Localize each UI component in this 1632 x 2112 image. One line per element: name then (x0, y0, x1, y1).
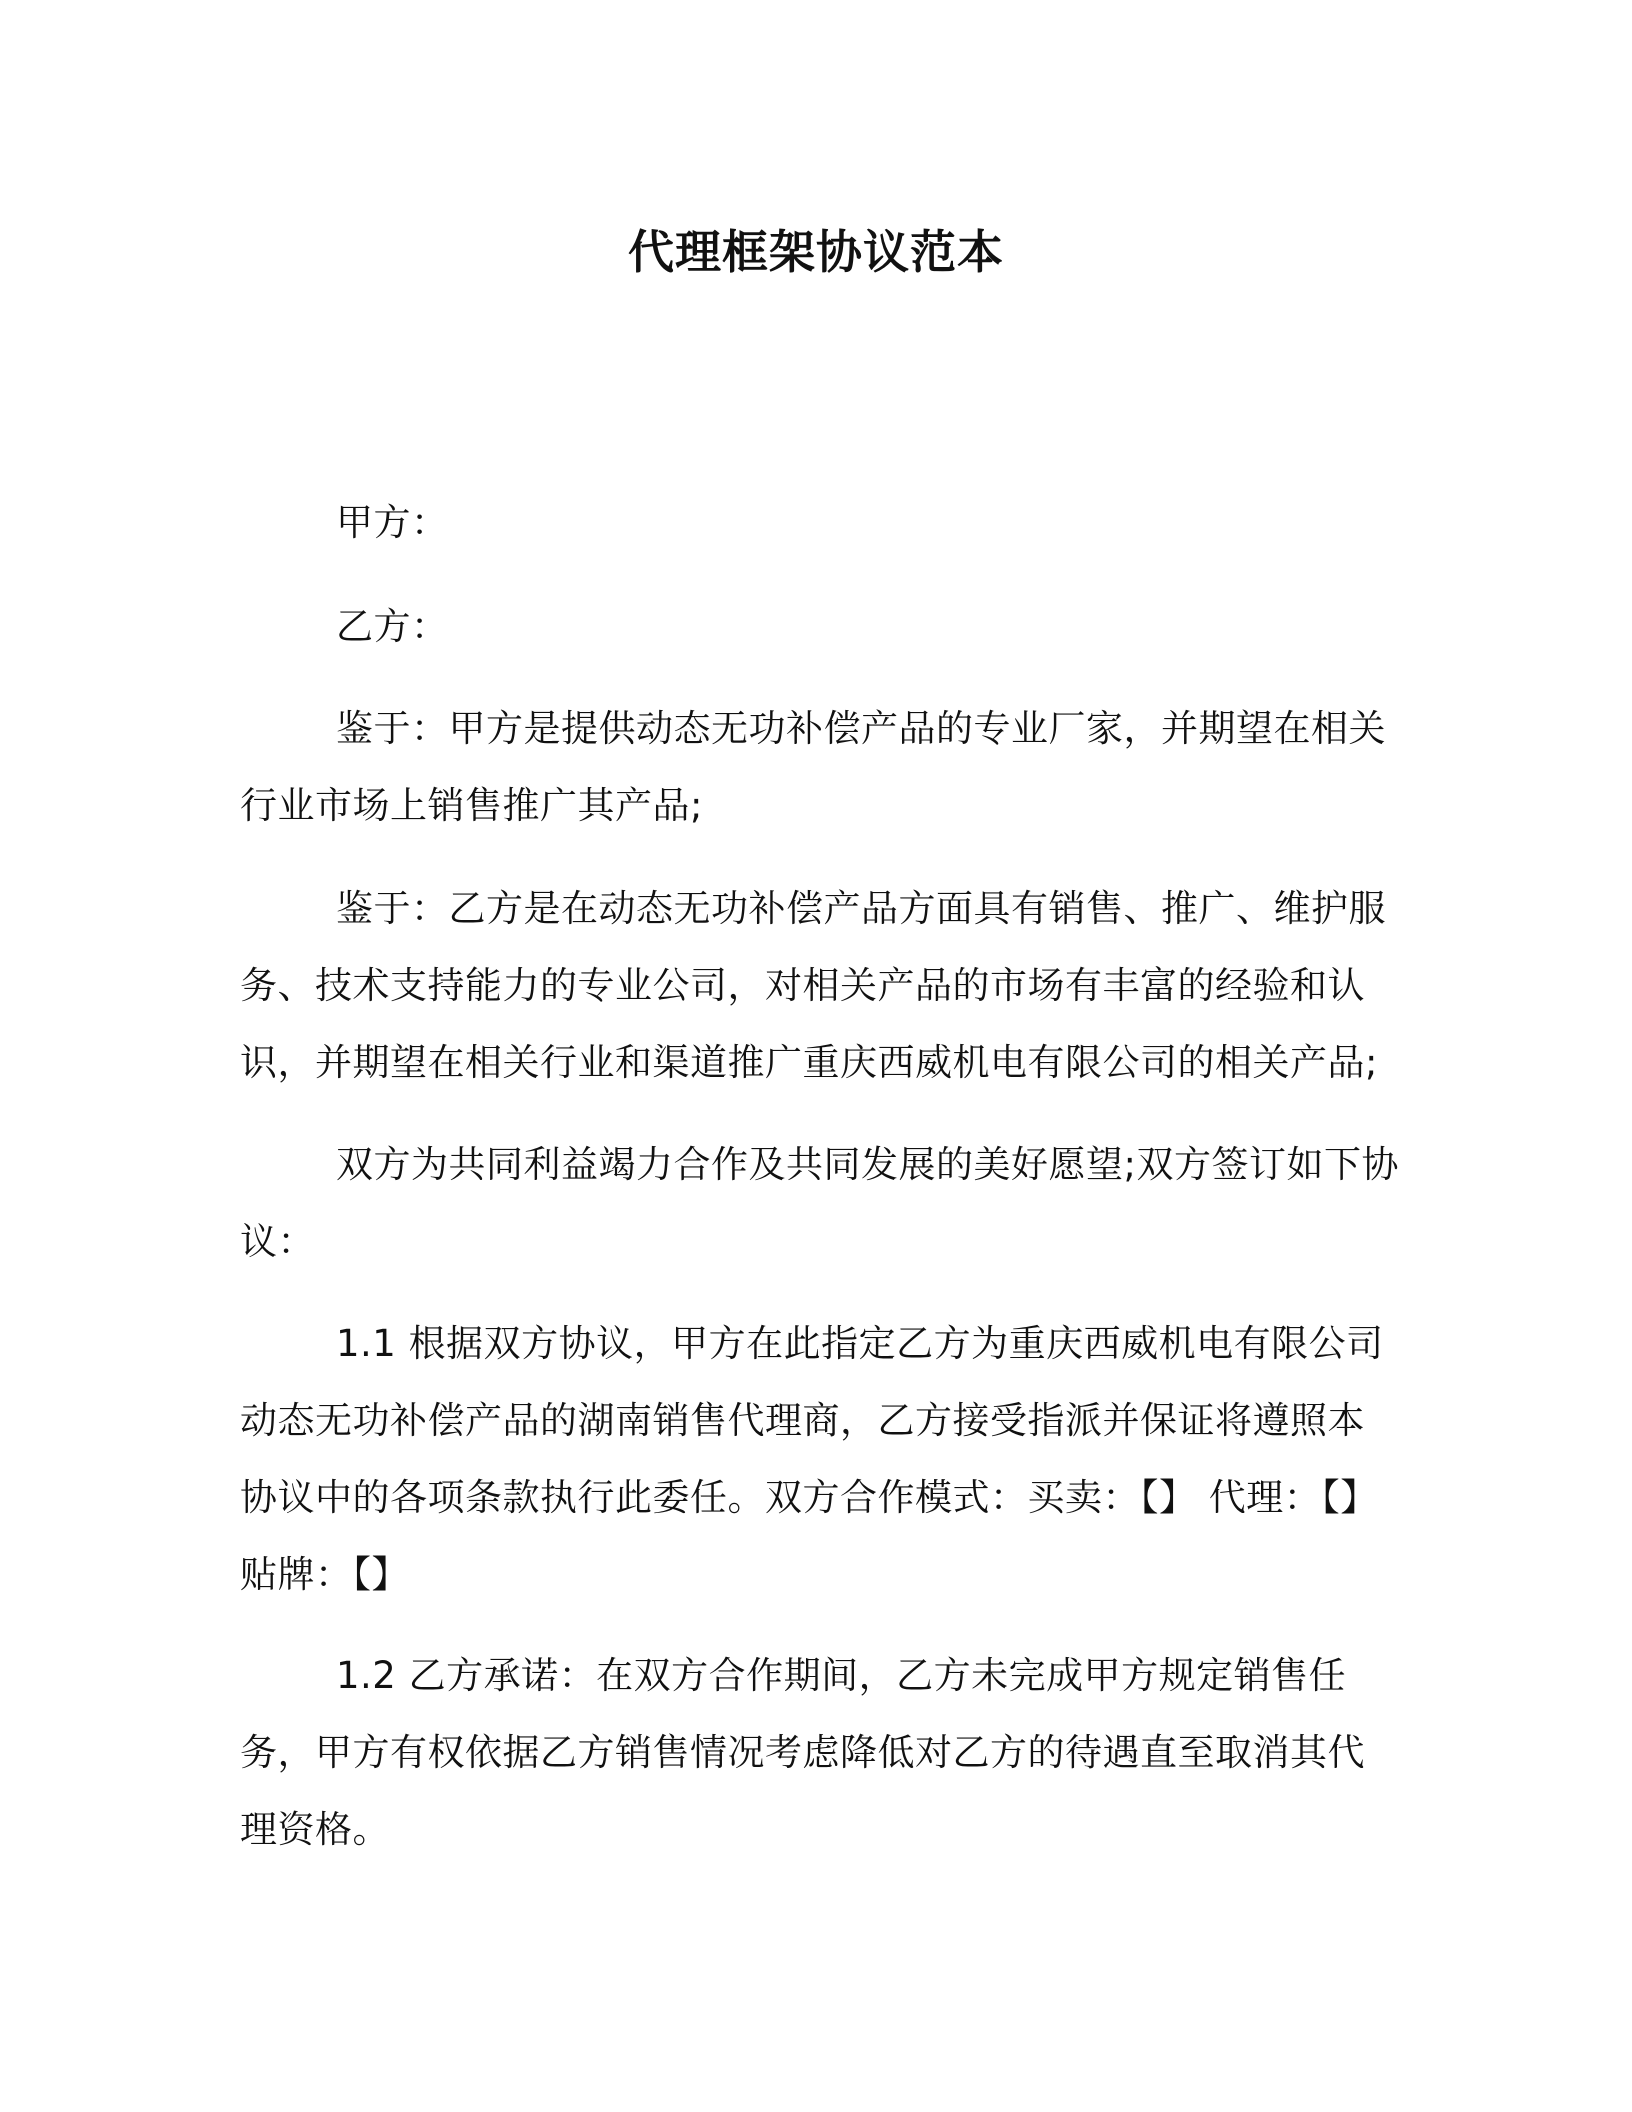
clause-1-1: 1.1 根据双方协议，甲方在此指定乙方为重庆西威机电有限公司动态无功补偿产品的湖南销售代理商，乙方接受指派并保证将遵照本协议中的各项条款执行此委任。双方合作模式：买卖：【】 代理：【】 贴牌：【】 (240, 1322, 1384, 1596)
document-title: 代理框架协议范本 (628, 225, 1004, 279)
party-a-line: 甲方： (336, 501, 449, 544)
whereas-paragraph-2: 鉴于：乙方是在动态无功补偿产品方面具有销售、推广、维护服务、技术支持能力的专业公司，对相关产品的市场有丰富的经验和认识，并期望在相关行业和渠道推广重庆西威机电有限公司的相关产品; (240, 887, 1386, 1084)
party-b-line: 乙方： (336, 605, 449, 648)
agreement-intro-paragraph: 双方为共同利益竭力合作及共同发展的美好愿望;双方签订如下协议： (240, 1143, 1399, 1263)
whereas-paragraph-1: 鉴于：甲方是提供动态无功补偿产品的专业厂家，并期望在相关行业市场上销售推广其产品; (240, 707, 1386, 827)
clause-1-2: 1.2 乙方承诺：在双方合作期间，乙方未完成甲方规定销售任务，甲方有权依据乙方销售情况考虑降低对乙方的待遇直至取消其代理资格。 (240, 1654, 1365, 1851)
